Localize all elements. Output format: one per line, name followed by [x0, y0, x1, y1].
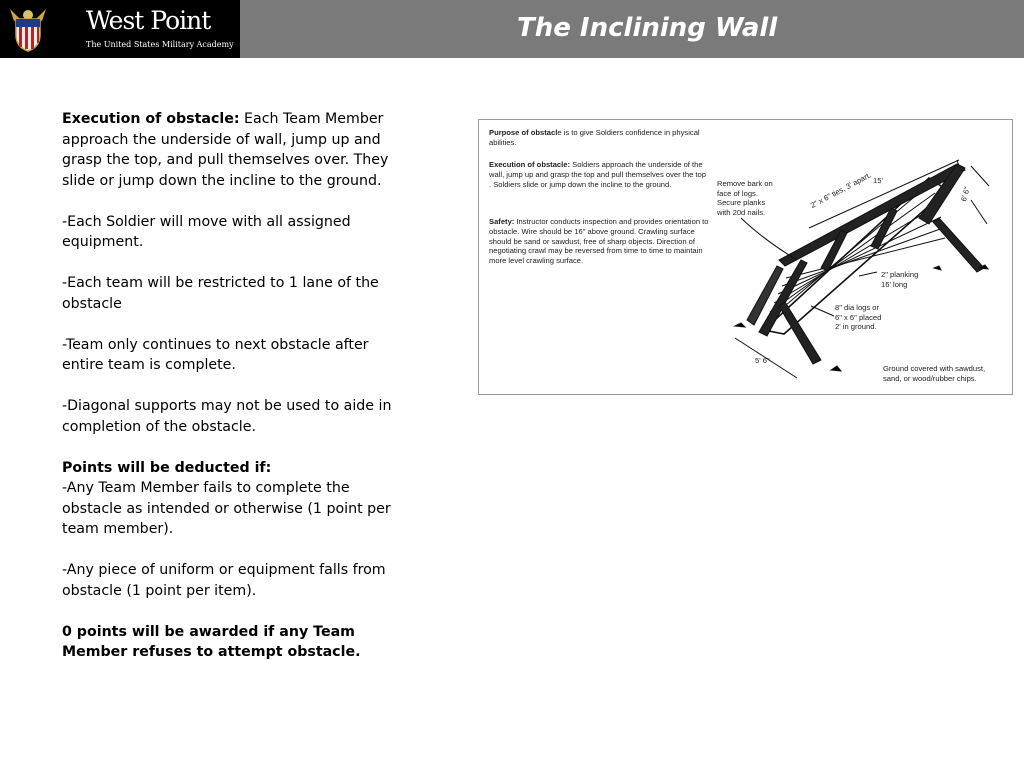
label-5ft6: 5' 6" — [755, 356, 770, 365]
logo-subtitle: The United States Military Academy — [86, 40, 234, 49]
label-6ft6: 6' 6" — [959, 185, 972, 203]
label-planking: 2" planking 16' long — [881, 270, 919, 289]
bullet-next-obstacle: -Team only continues to next obstacle after entire team is complete. — [62, 336, 369, 373]
header-bar — [0, 0, 1024, 58]
bullet-diagonal: -Diagonal supports may not be used to aide in completion of the obstacle. — [62, 398, 392, 435]
execution-paragraph — [62, 109, 392, 191]
deductions-heading: Points will be deducted if: — [62, 459, 272, 476]
crest-icon — [6, 5, 50, 53]
deduct-team-member: -Any Team Member fails to complete the obstacle as intended or otherwise (1 point per team member). — [62, 480, 391, 537]
label-remove-bark: Remove bark on face of logs. Secure planks with 20d nails. — [717, 179, 773, 217]
figure-safety-text: Instructor conducts inspection and provides orientation to obstacle. Wire should be 16" above ground. Crawling surface should be sand or sawdust, free of sharp objects. Direction of negotiating crawl may be reversed from time to time to maintain more level crawling surface. — [489, 217, 709, 266]
figure-purpose-text: e is to give Soldiers confidence in physical abilities. — [489, 128, 700, 147]
figure-execution-text: Soldiers approach the underside of the wall, jump up and grasp the top and pull themselves over the top . Soldiers slide or jump down the incline to the ground. — [489, 160, 706, 189]
west-point-logo — [0, 0, 240, 58]
execution-text: Each Team Member approach the underside of wall, jump up and grasp the top, and pull themselves over. They slide or jump down the incline to the ground. — [62, 111, 389, 189]
figure-execution-label: Execution of obstacle: — [489, 160, 571, 169]
deductions-block — [62, 458, 392, 540]
bullet-lane: -Each team will be restricted to 1 lane of the obstacle — [62, 275, 379, 312]
label-15ft: 15' — [873, 176, 883, 185]
label-ground: Ground covered with sawdust, sand, or wood/rubber chips. — [883, 364, 986, 383]
execution-label: Execution of obstacle: — [62, 111, 240, 127]
slide-title: The Inclining Wall — [517, 13, 778, 43]
wall-drawing — [479, 120, 1012, 394]
instructions-text — [62, 109, 392, 663]
figure-safety-label: Safety: — [489, 217, 515, 226]
figure-purpose-label: Purpose of obstacl — [489, 128, 558, 137]
zero-points-note: 0 points will be awarded if any Team Member refuses to attempt obstacle. — [62, 623, 361, 660]
deduct-uniform: -Any piece of uniform or equipment falls from obstacle (1 point per item). — [62, 562, 386, 599]
label-logs: 8" dia logs or 6" x 6" placed 2' in ground. — [835, 303, 882, 332]
obstacle-diagram — [478, 119, 1013, 395]
bullet-equipment: -Each Soldier will move with all assigned equipment. — [62, 213, 351, 250]
label-ties: 2" x 6" ties, 3' apart. — [809, 170, 873, 210]
logo-title: West Point — [86, 6, 211, 35]
